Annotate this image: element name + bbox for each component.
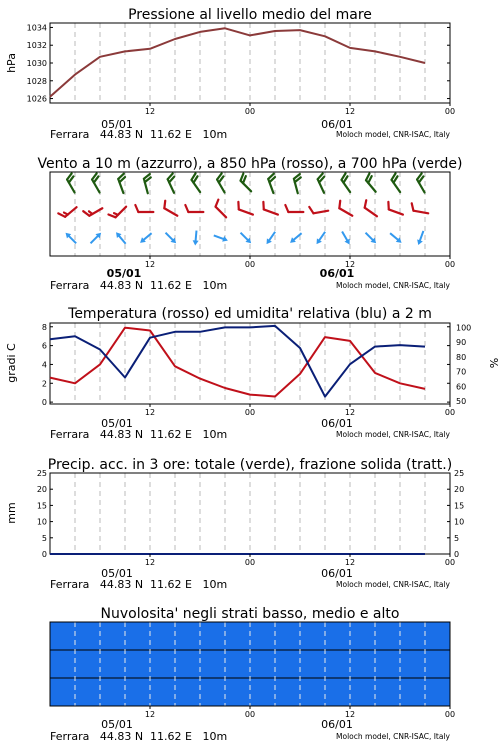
x-tick-label-1: 00 (244, 408, 256, 417)
temperature-title: Temperatura (rosso) ed umidita' relativa (blu) a 2 m (68, 306, 432, 322)
precipitation-title: Precip. acc. in 3 ore: totale (verde), frazione solida (tratt.) (47, 457, 453, 473)
y-tick-label-0: 0 (41, 398, 47, 408)
barb-0-11 (340, 173, 356, 192)
barb-2-4 (163, 231, 178, 246)
barb-2-8 (264, 230, 278, 246)
wind-credit: Moloch model, CNR-ISAC, Italy (336, 281, 450, 290)
barb-0-8 (267, 174, 280, 193)
barb-shaft (413, 211, 428, 214)
barb-2-3 (138, 231, 153, 245)
barb-1-2 (108, 202, 126, 220)
temperature-date-2: 06/01 (321, 417, 353, 430)
x-tick-label-2: 12 (344, 408, 356, 417)
cloud-location: Ferrara 44.83 N 11.62 E 10m (50, 730, 228, 743)
barb-1-7 (236, 202, 255, 215)
temperature-panel (5, 306, 500, 441)
x-tick-label-2: 12 (344, 107, 356, 116)
barb-1-5 (185, 205, 203, 212)
humidity-line (50, 326, 425, 397)
y-tick-label-right-1: 5 (454, 533, 460, 543)
y-tick-label-right-4: 20 (454, 485, 465, 495)
precipitation-ylabel: mm (5, 502, 18, 524)
cloud-layer-medio (50, 650, 450, 678)
x-tick-label-1: 00 (244, 107, 256, 116)
pressure-ylabel: hPa (5, 53, 18, 73)
y-tick-label-right-5: 25 (454, 469, 465, 478)
y-tick-label-5: 25 (36, 469, 47, 478)
barb-1-13 (386, 202, 405, 215)
cloud-title: Nuvolosita' negli strati basso, medio e alto (100, 606, 400, 622)
cloud-layer-basso (50, 678, 450, 706)
precipitation-panel (5, 457, 464, 591)
barb-feather (135, 205, 138, 212)
pressure-date-2: 06/01 (321, 118, 353, 131)
pressure-line (50, 28, 425, 97)
cloud-panel (50, 606, 455, 743)
barb-shaft (192, 180, 201, 192)
barb-2-9 (288, 231, 303, 245)
barb-feather (337, 201, 343, 209)
barb-0-12 (364, 173, 381, 191)
wind-location: Ferrara 44.83 N 11.62 E 10m (50, 279, 228, 292)
temperature-series (50, 326, 425, 397)
precipitation-date-2: 06/01 (321, 567, 353, 580)
x-tick-label-0: 12 (144, 107, 156, 116)
y2-tick-label-5: 100 (456, 323, 472, 333)
x-tick-label-3: 00 (444, 710, 456, 719)
cloud-date-1: 05/01 (101, 718, 133, 731)
y-tick-label-4: 8 (41, 322, 47, 332)
barb-shaft (389, 209, 403, 214)
y-tick-label-right-2: 10 (454, 517, 465, 527)
y2-tick-label-0: 50 (456, 397, 467, 407)
y-tick-label-1: 1028 (26, 76, 47, 86)
x-tick-label-3: 00 (444, 558, 456, 567)
barb-feather (185, 205, 188, 212)
y2-tick-label-4: 90 (456, 338, 467, 348)
arrow-head (344, 239, 352, 246)
x-tick-label-3: 00 (444, 260, 456, 269)
temperature-line (50, 328, 425, 397)
barb-shaft (342, 180, 351, 192)
pressure-credit: Moloch model, CNR-ISAC, Italy (336, 130, 450, 139)
barb-0-14 (416, 173, 431, 192)
precipitation-credit: Moloch model, CNR-ISAC, Italy (336, 580, 450, 589)
y-tick-label-1: 2 (41, 379, 47, 389)
temperature-x-ticks (145, 404, 455, 417)
wind-date-2: 06/01 (319, 267, 355, 280)
barb-2-12 (363, 231, 378, 246)
humidity-ylabel: % (487, 357, 500, 369)
precipitation-location: Ferrara 44.83 N 11.62 E 10m (50, 578, 228, 591)
barb-0-0 (66, 173, 81, 192)
barb-feather (309, 206, 313, 213)
x-tick-label-1: 00 (244, 558, 256, 567)
barb-shaft (392, 180, 401, 192)
y-tick-label-2: 1030 (26, 59, 47, 68)
x-tick-label-2: 12 (344, 558, 356, 567)
x-tick-label-2: 12 (344, 710, 356, 719)
barb-1-3 (135, 205, 153, 212)
y-tick-label-3: 15 (36, 501, 47, 511)
barb-2-1 (88, 231, 103, 246)
barb-1-9 (285, 205, 303, 212)
barb-1-1 (83, 202, 102, 217)
temperature-grid (75, 323, 425, 404)
x-tick-label-2: 12 (344, 260, 356, 269)
barb-feather (410, 203, 414, 210)
y-tick-label-4: 20 (36, 485, 47, 495)
temperature-location: Ferrara 44.83 N 11.62 E 10m (50, 428, 228, 441)
barb-feather (362, 200, 368, 207)
barb-2-13 (388, 231, 403, 245)
barb-shaft (264, 209, 278, 214)
cloud-credit: Moloch model, CNR-ISAC, Italy (336, 732, 450, 741)
wind-panel (37, 156, 462, 292)
y-tick-label-0: 1026 (26, 94, 47, 104)
wind-x-ticks (145, 256, 455, 269)
barb-1-4 (162, 201, 181, 216)
arrow-head (222, 236, 229, 243)
precipitation-date-1: 05/01 (101, 567, 133, 580)
barb-2-10 (314, 230, 328, 246)
x-tick-label-3: 00 (444, 408, 456, 417)
barb-feather (236, 202, 241, 210)
barb-0-9 (293, 174, 304, 193)
arrow-head (192, 240, 198, 246)
y-tick-label-3: 6 (41, 341, 47, 351)
x-tick-label-0: 12 (144, 260, 156, 269)
barb-2-6 (213, 233, 229, 244)
barb-0-5 (190, 173, 206, 192)
pressure-panel (5, 7, 455, 141)
barb-0-7 (238, 174, 256, 192)
y-tick-label-2: 4 (41, 360, 47, 370)
wind-title: Vento a 10 m (azzurro), a 850 hPa (rosso), a 700 hPa (verde) (37, 156, 463, 172)
y-tick-label-0: 0 (41, 550, 47, 559)
barb-0-3 (143, 174, 154, 193)
cloud-x-ticks (145, 706, 455, 719)
precipitation-x-ticks (145, 554, 455, 567)
x-tick-label-0: 12 (144, 558, 156, 567)
barb-shaft (313, 211, 328, 214)
temperature-ylabel: gradi C (5, 343, 18, 383)
barb-feather (261, 202, 266, 210)
barb-1-12 (362, 200, 381, 216)
barb-1-0 (58, 202, 76, 219)
cloud-date-2: 06/01 (321, 718, 353, 731)
pressure-date-1: 05/01 (101, 118, 133, 131)
precipitation-grid (75, 473, 425, 554)
barb-0-10 (316, 174, 330, 193)
pressure-title: Pressione al livello medio del mare (128, 7, 372, 23)
y2-tick-label-2: 70 (456, 367, 467, 377)
pressure-location: Ferrara 44.83 N 11.62 E 10m (50, 128, 228, 141)
temperature-credit: Moloch model, CNR-ISAC, Italy (336, 430, 450, 439)
barb-2-0 (63, 231, 78, 246)
x-tick-label-0: 12 (144, 408, 156, 417)
barb-feather (213, 200, 220, 207)
barb-2-7 (238, 231, 253, 246)
barb-feather (386, 202, 391, 210)
x-tick-label-1: 00 (244, 260, 256, 269)
barb-1-8 (261, 202, 280, 215)
barb-shaft (366, 180, 376, 191)
barb-0-6 (216, 173, 231, 192)
barb-2-2 (114, 230, 128, 245)
barb-feather (285, 205, 288, 212)
wind-date-1: 05/01 (106, 267, 142, 280)
y-tick-label-3: 1032 (26, 41, 47, 51)
barb-1-11 (337, 201, 356, 216)
y-tick-label-4: 1034 (26, 23, 47, 33)
y-tick-label-2: 10 (36, 517, 47, 527)
y-tick-label-right-0: 0 (454, 550, 460, 559)
humidity-y-ticks (456, 323, 471, 406)
barb-shaft (239, 209, 253, 214)
temperature-date-1: 05/01 (101, 417, 133, 430)
barb-2-5 (192, 230, 199, 245)
barb-feather (162, 201, 168, 209)
barb-0-4 (166, 174, 180, 193)
y2-tick-label-1: 60 (456, 382, 467, 392)
pressure-x-ticks (145, 103, 455, 116)
barb-1-14 (410, 203, 429, 213)
barb-0-2 (117, 174, 130, 193)
barb-0-1 (91, 173, 106, 192)
y-tick-label-1: 5 (41, 533, 47, 543)
x-tick-label-0: 12 (144, 710, 156, 719)
y2-tick-label-3: 80 (456, 352, 467, 362)
y-tick-label-right-3: 15 (454, 501, 465, 511)
x-tick-label-1: 00 (244, 710, 256, 719)
barb-0-13 (390, 173, 406, 192)
pressure-series (50, 28, 425, 97)
arrow-head (415, 239, 422, 246)
x-tick-label-3: 00 (444, 107, 456, 116)
barb-1-6 (213, 200, 231, 218)
